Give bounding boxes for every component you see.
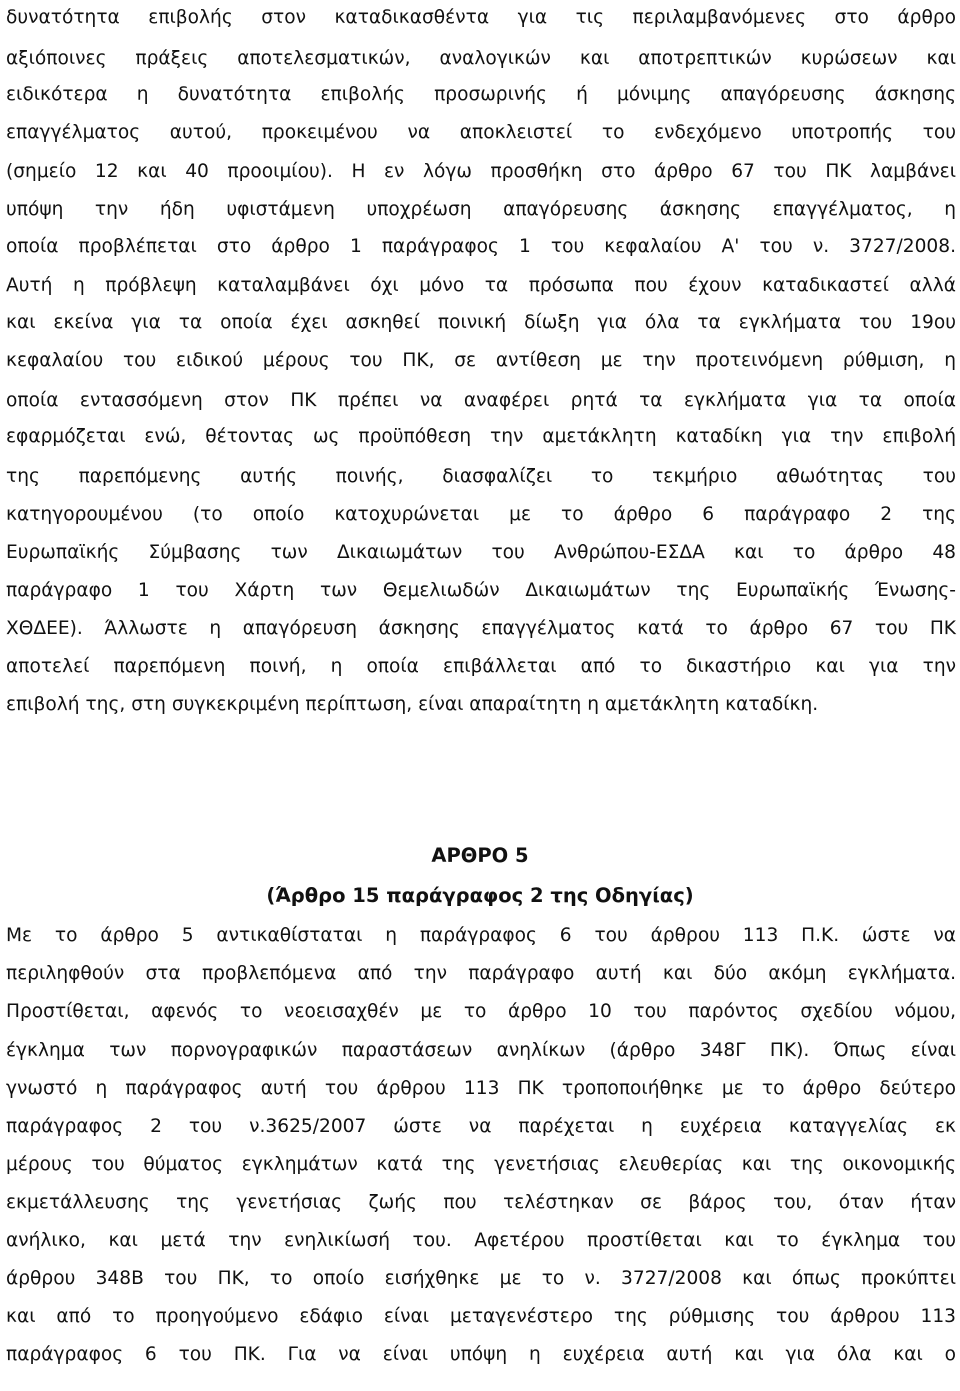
paragraph-1-line: επαγγέλματος αυτού, προκειμένου να αποκλειστεί το ενδεχόμενο υποτροπής του xyxy=(6,121,956,143)
paragraph-1-line: Αυτή η πρόβλεψη καταλαμβάνει όχι μόνο τα πρόσωπα που έχουν καταδικαστεί αλλά xyxy=(6,275,956,296)
paragraph-1-line: αποτελεί παρεπόμενη ποινή, η οποία επιβάλλεται από το δικαστήριο και για την xyxy=(6,655,956,677)
paragraph-1-line: κεφαλαίου του ειδικού μέρους του ΠΚ, σε αντίθεση με την προτεινόμενη ρύθμιση, η xyxy=(6,349,956,371)
paragraph-1-line: δυνατότητα επιβολής στον καταδικασθέντα για τις περιλαμβανόμενες στο άρθρο xyxy=(6,7,956,28)
paragraph-1-line: Ευρωπαϊκής Σύμβασης των Δικαιωμάτων του Ανθρώπου-ΕΣΔΑ και το άρθρο 48 xyxy=(6,541,956,563)
paragraph-1-line: οποία προβλέπεται στο άρθρο 1 παράγραφος 1 του κεφαλαίου Α' του ν. 3727/2008. xyxy=(6,235,956,257)
paragraph-1-line: επιβολή της, στη συγκεκριμένη περίπτωση, είναι απαραίτητη η αμετάκλητη καταδίκη. xyxy=(6,693,819,715)
paragraph-1-line: (σημείο 12 και 40 προοιμίου). Η εν λόγω προσθήκη στο άρθρο 67 του ΠΚ λαμβάνει xyxy=(6,160,956,182)
paragraph-1-line: εφαρμόζεται ενώ, θέτοντας ως προϋπόθεση την αμετάκλητη καταδίκη για την επιβολή xyxy=(6,425,956,447)
paragraph-2-line: Προστίθεται, αφενός το νεοεισαχθέν με το άρθρο 10 του παρόντος σχεδίου νόμου, xyxy=(6,1001,956,1022)
paragraph-1-line: αξιόποινες πράξεις αποτελεσματικών, αναλογικών και αποτρεπτικών κυρώσεων και xyxy=(6,47,956,69)
paragraph-2-line: Με το άρθρο 5 αντικαθίσταται η παράγραφος 6 του άρθρου 113 Π.Κ. ώστε να xyxy=(6,925,956,946)
paragraph-1-line: ΧΘΔΕΕ). Άλλωστε η απαγόρευση άσκησης επαγγέλματος κατά το άρθρο 67 του ΠΚ xyxy=(6,617,956,639)
paragraph-1-line: ειδικότερα η δυνατότητα επιβολής προσωρινής ή μόνιμης απαγόρευσης άσκησης xyxy=(6,83,956,105)
article-title: ΑΡΘΡΟ 5 xyxy=(431,843,529,867)
paragraph-2-line: άρθρου 348Β του ΠΚ, το οποίο εισήχθηκε με το ν. 3727/2008 και όπως προκύπτει xyxy=(6,1268,956,1289)
paragraph-2-line: παράγραφος 2 του ν.3625/2007 ώστε να παρέχεται η ευχέρεια καταγγελίας εκ xyxy=(6,1116,956,1137)
paragraph-2-line: ανήλικο, και μετά την ενηλικίωσή του. Αφετέρου προστίθεται και το έγκλημα του xyxy=(6,1230,956,1251)
paragraph-1-line: της παρεπόμενης αυτής ποινής, διασφαλίζει το τεκμήριο αθωότητας του xyxy=(6,465,956,487)
paragraph-1-line: και εκείνα για τα οποία έχει ασκηθεί ποινική δίωξη για όλα τα εγκλήματα του 19ου xyxy=(6,311,956,333)
paragraph-2-line: έγκλημα των πορνογραφικών παραστάσεων ανηλίκων (άρθρο 348Γ ΠΚ). Όπως είναι xyxy=(6,1040,956,1061)
paragraph-1-line: παράγραφο 1 του Χάρτη των Θεμελιωδών Δικαιωμάτων της Ευρωπαϊκής Ένωσης- xyxy=(6,579,956,601)
paragraph-2-line: και από το προηγούμενο εδάφιο είναι μεταγενέστερο της ρύθμισης του άρθρου 113 xyxy=(6,1306,956,1327)
article-subtitle: (Άρθρο 15 παράγραφος 2 της Οδηγίας) xyxy=(266,883,694,907)
paragraph-1-line: υπόψη την ήδη υφιστάμενη υποχρέωση απαγόρευσης άσκησης επαγγέλματος, η xyxy=(6,198,956,220)
paragraph-2-line: εκμετάλλευσης της γενετήσιας ζωής που τελέστηκαν σε βάρος του, όταν ήταν xyxy=(6,1192,956,1213)
paragraph-2-line: μέρους του θύματος εγκλημάτων κατά της γενετήσιας ελευθερίας και της οικονομικής xyxy=(6,1154,956,1175)
paragraph-2-line: γνωστό η παράγραφος αυτή του άρθρου 113 ΠΚ τροποποιήθηκε με το άρθρο δεύτερο xyxy=(6,1078,956,1099)
paragraph-2-line: παράγραφος 6 του ΠΚ. Για να είναι υπόψη η ευχέρεια αυτή και για όλα και ο xyxy=(6,1344,956,1365)
paragraph-2-line: περιληφθούν στα προβλεπόμενα από την παράγραφο αυτή και δύο ακόμη εγκλήματα. xyxy=(6,963,956,984)
paragraph-1-line: οποία εντασσόμενη στον ΠΚ πρέπει να αναφέρει ρητά τα εγκλήματα για τα οποία xyxy=(6,389,956,411)
paragraph-1-line: κατηγορουμένου (το οποίο κατοχυρώνεται με το άρθρο 6 παράγραφο 2 της xyxy=(6,503,956,525)
